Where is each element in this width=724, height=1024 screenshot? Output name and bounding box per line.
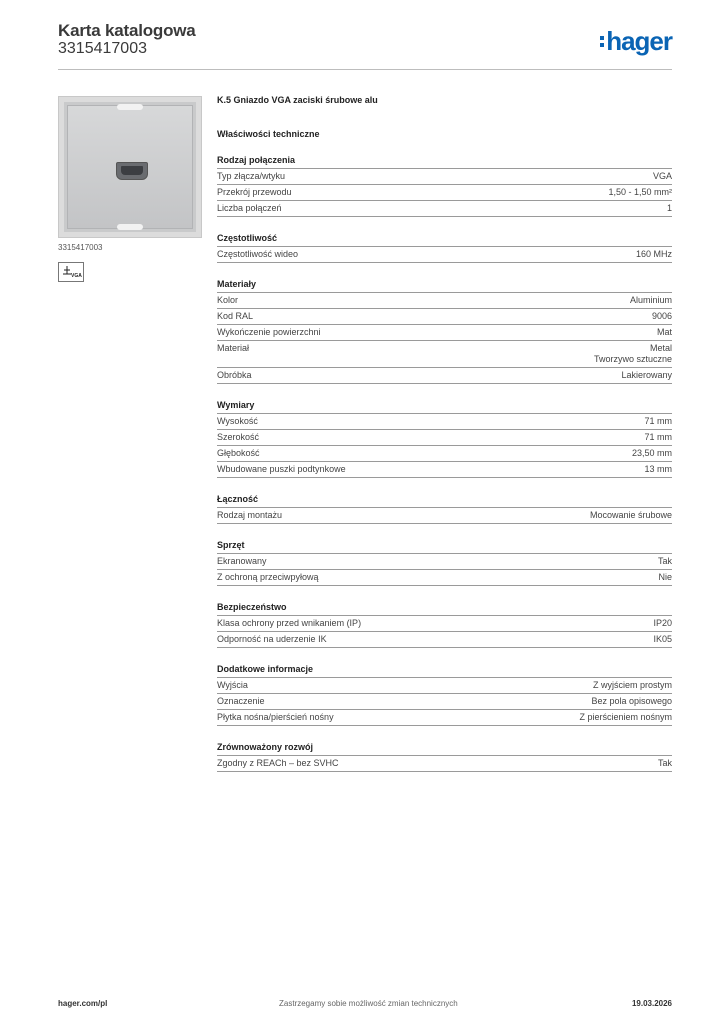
section-heading: Bezpieczeństwo [217, 602, 672, 616]
spec-label: Wyjścia [217, 680, 248, 690]
spec-value-line: 1 [666, 203, 672, 213]
spec-label: Wbudowane puszki podtynkowe [217, 464, 346, 474]
spec-value [608, 187, 672, 198]
socket-plate [67, 105, 193, 229]
spec-value [590, 510, 672, 521]
spec-value-line: Tworzywo sztuczne [593, 354, 672, 364]
spec-label: Obróbka [217, 370, 252, 380]
spec-value-line: 13 mm [644, 464, 672, 474]
spec-section [217, 742, 672, 772]
spec-row [217, 201, 672, 217]
spec-value [657, 327, 672, 338]
spec-label: Liczba połączeń [217, 203, 282, 213]
spec-value-line: Tak [657, 758, 672, 768]
spec-label: Szerokość [217, 432, 260, 442]
spec-label: Przekrój przewodu [217, 187, 292, 197]
spec-value-line: 71 mm [644, 432, 672, 442]
logo-text: hager [606, 26, 672, 56]
spec-row [217, 678, 672, 694]
spec-label: Ekranowany [217, 556, 267, 566]
spec-section [217, 664, 672, 726]
image-caption: 3315417003 [58, 243, 103, 252]
spec-value [579, 712, 672, 723]
spec-row [217, 554, 672, 570]
spec-value [658, 758, 672, 769]
product-image [58, 96, 202, 238]
spec-value-line: Z pierścieniem nośnym [579, 712, 672, 722]
spec-row [217, 446, 672, 462]
spec-row [217, 462, 672, 478]
spec-row [217, 185, 672, 201]
footer-date: 19.03.2026 [631, 999, 672, 1008]
spec-row [217, 570, 672, 586]
product-name: K.5 Gniazdo VGA zaciski śrubowe alu [217, 95, 378, 105]
spec-row [217, 325, 672, 341]
vga-connector [116, 162, 148, 180]
section-heading: Częstotliwość [217, 233, 672, 247]
vga-symbol-icon [58, 262, 84, 282]
spec-value-line: VGA [652, 171, 672, 181]
properties-heading: Właściwości techniczne [217, 129, 320, 139]
bottom-slot [117, 224, 143, 230]
spec-value [652, 311, 672, 322]
spec-value [644, 464, 672, 475]
spec-row [217, 247, 672, 263]
spec-row [217, 309, 672, 325]
spec-label: Materiał [217, 343, 250, 353]
spec-row [217, 293, 672, 309]
spec-value-line: 160 MHz [635, 249, 672, 259]
spec-row [217, 710, 672, 726]
section-heading: Wymiary [217, 400, 672, 414]
spec-value [630, 295, 672, 306]
spec-label: Wysokość [217, 416, 258, 426]
section-heading: Sprzęt [217, 540, 672, 554]
spec-row [217, 616, 672, 632]
spec-value-line: IP20 [653, 618, 672, 628]
spec-section [217, 602, 672, 648]
section-heading: Rodzaj połączenia [217, 155, 672, 169]
document-title: Karta katalogowa [58, 21, 196, 40]
spec-value [644, 432, 672, 443]
spec-value [644, 416, 672, 427]
spec-row [217, 632, 672, 648]
spec-value [667, 203, 672, 214]
spec-section [217, 494, 672, 524]
spec-value-line: Tak [657, 556, 672, 566]
spec-row [217, 169, 672, 185]
spec-value-line: Bez pola opisowego [591, 696, 672, 706]
spec-label: Rodzaj montażu [217, 510, 283, 520]
spec-value [658, 556, 672, 567]
spec-label: Oznaczenie [217, 696, 265, 706]
spec-value [636, 249, 672, 260]
spec-label: Kolor [217, 295, 239, 305]
spec-row [217, 368, 672, 384]
spec-content [217, 95, 672, 772]
spec-section [217, 155, 672, 217]
spec-section [217, 233, 672, 263]
spec-value [653, 171, 672, 182]
spec-value [594, 343, 672, 365]
spec-value-line: Nie [658, 572, 672, 582]
section-heading: Dodatkowe informacje [217, 664, 672, 678]
spec-value [593, 680, 672, 691]
spec-label: Klasa ochrony przed wnikaniem (IP) [217, 618, 362, 628]
spec-row [217, 756, 672, 772]
spec-row [217, 694, 672, 710]
spec-value-line: 1,50 - 1,50 mm² [608, 187, 672, 197]
spec-value [653, 634, 672, 645]
spec-value-line: Aluminium [629, 295, 672, 305]
spec-row [217, 341, 672, 368]
spec-value-line: 9006 [651, 311, 672, 321]
spec-value-line: Lakierowany [621, 370, 672, 380]
spec-value-line: IK05 [653, 634, 672, 644]
socket-frame [64, 102, 196, 232]
spec-label: Wykończenie powierzchni [217, 327, 321, 337]
spec-label: Częstotliwość wideo [217, 249, 299, 259]
symbol-label: VGA [71, 273, 82, 279]
spec-row [217, 430, 672, 446]
spec-value [653, 618, 672, 629]
spec-label: Zgodny z REACh – bez SVHC [217, 758, 339, 768]
spec-label: Odporność na uderzenie IK [217, 634, 327, 644]
spec-label: Z ochroną przeciwpyłową [217, 572, 319, 582]
hager-logo [600, 27, 672, 55]
spec-section [217, 279, 672, 384]
spec-value [658, 572, 672, 583]
section-heading: Materiały [217, 279, 672, 293]
page-header [58, 21, 672, 70]
spec-row [217, 414, 672, 430]
spec-value-line: Metal [649, 343, 672, 353]
spec-label: Głębokość [217, 448, 260, 458]
spec-label: Kod RAL [217, 311, 254, 321]
spec-value-line: Z wyjściem prostym [592, 680, 672, 690]
section-heading: Zrównoważony rozwój [217, 742, 672, 756]
top-slot [117, 104, 143, 110]
spec-value [632, 448, 672, 459]
spec-section [217, 400, 672, 478]
spec-value [621, 370, 672, 381]
spec-value-line: Mocowanie śrubowe [589, 510, 672, 520]
spec-section [217, 540, 672, 586]
footer-website[interactable]: hager.com/pl [58, 999, 108, 1008]
spec-row [217, 508, 672, 524]
spec-value-line: 71 mm [644, 416, 672, 426]
spec-label: Typ złącza/wtyku [217, 171, 286, 181]
spec-value-line: 23,50 mm [631, 448, 672, 458]
spec-sections [217, 155, 672, 772]
spec-value-line: Mat [656, 327, 672, 337]
document-number: 3315417003 [58, 40, 147, 57]
spec-value [591, 696, 672, 707]
footer-notice: Zastrzegamy sobie możliwość zmian technicznych [279, 999, 458, 1008]
logo-mark [600, 36, 604, 47]
spec-label: Płytka nośna/pierścień nośny [217, 712, 334, 722]
section-heading: Łączność [217, 494, 672, 508]
